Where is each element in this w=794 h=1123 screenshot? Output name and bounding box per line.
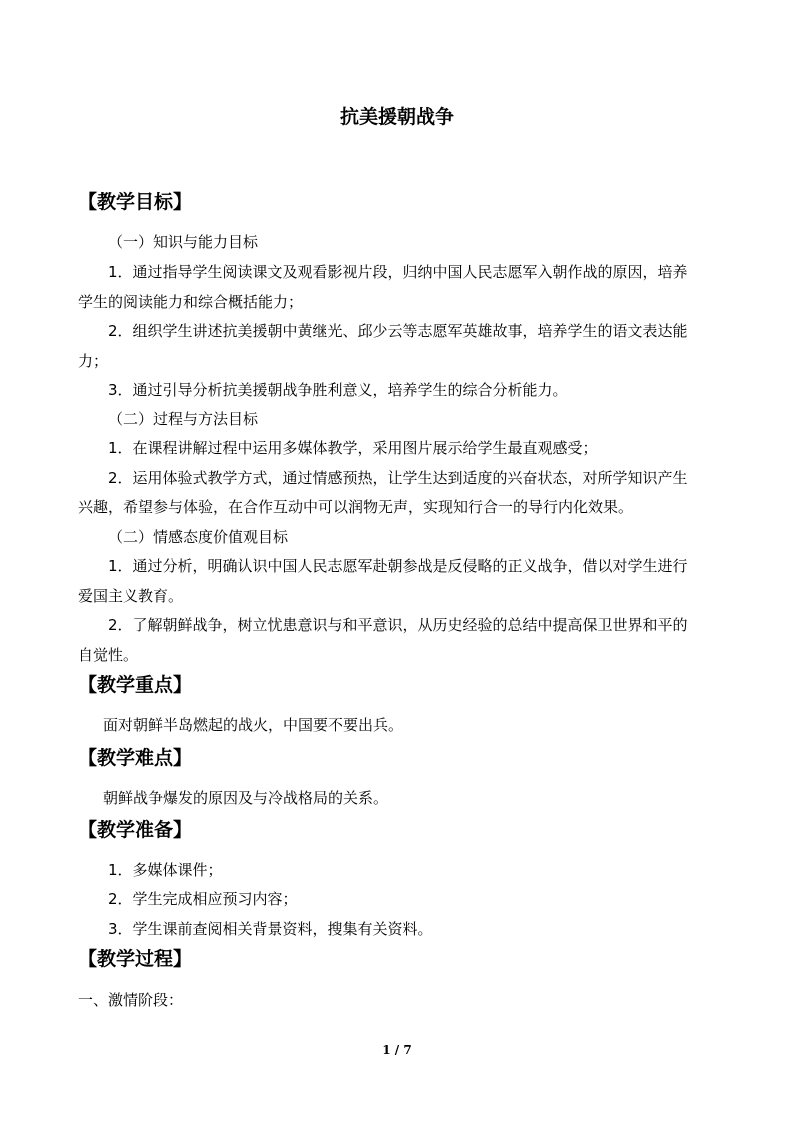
page-number: 1 / 7: [382, 1043, 412, 1057]
goal-process-2-line2: 兴趣，希望参与体验，在合作互动中可以润物无声，实现知行合一的导行内化效果。: [78, 498, 634, 516]
goal-knowledge-1-line1: 1．通过指导学生阅读课文及观看影视片段，归纳中国人民志愿军入朝作战的原因，培养: [108, 263, 688, 281]
difficulty-text: 朝鲜战争爆发的原因及与冷战格局的关系。: [103, 789, 389, 807]
preparation-item-3: 3．学生课前查阅相关背景资料，搜集有关资料。: [108, 920, 433, 938]
heading-key-point: 【教学重点】: [78, 674, 193, 696]
goal-emotion-1-line1: 1．通过分析，明确认识中国人民志愿军赴朝参战是反侵略的正义战争，借以对学生进行: [108, 557, 688, 575]
heading-teaching-goals: 【教学目标】: [78, 191, 193, 213]
heading-difficulty: 【教学难点】: [78, 747, 193, 769]
goal-process-1: 1．在课程讲解过程中运用多媒体教学，采用图片展示给学生最直观感受；: [108, 439, 598, 457]
goal-emotion-2-line1: 2．了解朝鲜战争，树立忧患意识与和平意识，从历史经验的总结中提高保卫世界和平的: [108, 616, 688, 634]
goal-knowledge-2-line2: 力；: [78, 352, 109, 370]
document-title: 抗美援朝战争: [339, 106, 454, 128]
preparation-item-2: 2．学生完成相应预习内容；: [108, 890, 298, 908]
process-stage-1: 一、激情阶段：: [78, 991, 184, 1009]
subheading-process-method: （二）过程与方法目标: [108, 410, 259, 428]
goal-process-2-line1: 2．运用体验式教学方式，通过情感预热，让学生达到适度的兴奋状态，对所学知识产生: [108, 469, 688, 487]
goal-knowledge-3: 3．通过引导分析抗美援朝战争胜利意义，培养学生的综合分析能力。: [108, 381, 568, 399]
goal-knowledge-1-line2: 学生的阅读能力和综合概括能力；: [78, 293, 304, 311]
goal-emotion-2-line2: 自觉性。: [78, 646, 139, 664]
preparation-item-1: 1．多媒体课件；: [108, 861, 223, 879]
goal-emotion-1-line2: 爱国主义教育。: [78, 587, 184, 605]
key-point-text: 面对朝鲜半岛燃起的战火，中国要不要出兵。: [103, 716, 404, 734]
subheading-knowledge-ability: （一）知识与能力目标: [108, 233, 259, 251]
heading-teaching-process: 【教学过程】: [78, 948, 193, 970]
heading-preparation: 【教学准备】: [78, 819, 193, 841]
subheading-emotion-values: （二）情感态度价值观目标: [108, 528, 289, 546]
goal-knowledge-2-line1: 2．组织学生讲述抗美援朝中黄继光、邱少云等志愿军英雄故事，培养学生的语文表达能: [108, 322, 688, 340]
